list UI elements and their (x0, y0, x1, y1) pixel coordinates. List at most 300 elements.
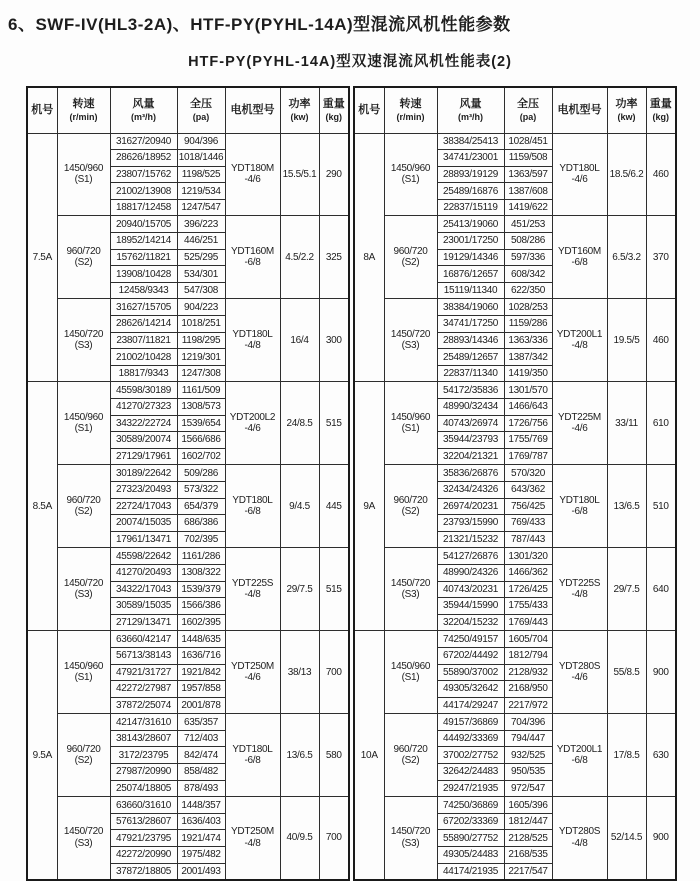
speed-value: 1450/720 (390, 826, 431, 838)
motor-pole: -4/8 (571, 837, 588, 849)
column-unit: (m³/h) (131, 111, 156, 122)
motor-cell (225, 216, 280, 299)
pressure-cell: 1219/301 (177, 349, 225, 366)
model-cell: 7.5A (27, 133, 57, 382)
table-row (354, 465, 676, 482)
flow-cell: 13908/10428 (110, 266, 177, 283)
speed-value: 1450/960 (63, 411, 104, 423)
column-header (354, 87, 384, 133)
weight-cell: 445 (319, 465, 349, 548)
power-cell: 16/4 (280, 299, 319, 382)
flow-cell: 17961/13471 (110, 531, 177, 548)
pressure-cell: 1247/547 (177, 199, 225, 216)
flow-cell: 20940/15705 (110, 216, 177, 233)
pressure-cell: 1161/509 (177, 382, 225, 399)
pressure-cell: 1198/295 (177, 332, 225, 349)
column-unit: (kg) (325, 111, 342, 122)
motor-cell (225, 714, 280, 797)
pressure-cell: 1566/686 (177, 432, 225, 449)
speed-variant: (S3) (401, 589, 420, 601)
motor-pole: -4/6 (244, 672, 261, 684)
pressure-cell: 686/386 (177, 515, 225, 532)
flow-cell: 31627/15705 (110, 299, 177, 316)
column-header (225, 87, 280, 133)
flow-cell: 21321/15232 (437, 531, 504, 548)
power-cell: 6.5/3.2 (607, 216, 646, 299)
pressure-cell: 2217/547 (504, 863, 552, 880)
speed-value: 1450/720 (63, 328, 104, 340)
flow-cell: 16876/12657 (437, 266, 504, 283)
motor-model: YDT180L (232, 328, 273, 340)
flow-cell: 56713/38143 (110, 647, 177, 664)
motor-pole: -4/6 (571, 174, 588, 186)
motor-pole: -4/8 (571, 340, 588, 352)
motor-cell (552, 216, 607, 299)
pressure-cell: 608/342 (504, 266, 552, 283)
motor-model: YDT180L (232, 494, 273, 506)
pressure-cell: 1921/474 (177, 830, 225, 847)
flow-cell: 30189/22642 (110, 465, 177, 482)
speed-cell (384, 714, 437, 797)
table-row (354, 133, 676, 150)
speed-cell (57, 299, 110, 382)
pressure-cell: 643/362 (504, 481, 552, 498)
flow-cell: 18952/14214 (110, 233, 177, 250)
column-header (27, 87, 57, 133)
pressure-cell: 2001/493 (177, 863, 225, 880)
flow-cell: 67202/33369 (437, 813, 504, 830)
speed-value: 1450/960 (63, 162, 104, 174)
pressure-cell: 842/474 (177, 747, 225, 764)
pressure-cell: 878/493 (177, 780, 225, 797)
pressure-cell: 1308/573 (177, 399, 225, 416)
pressure-cell: 904/396 (177, 133, 225, 150)
flow-cell: 38384/25413 (437, 133, 504, 150)
flow-cell: 28893/14346 (437, 332, 504, 349)
speed-cell (57, 631, 110, 714)
flow-cell: 40743/20231 (437, 581, 504, 598)
motor-model: YDT200L1 (556, 328, 603, 340)
flow-cell: 21002/10428 (110, 349, 177, 366)
pressure-cell: 1466/643 (504, 399, 552, 416)
flow-cell: 42147/31610 (110, 714, 177, 731)
flow-cell: 20074/15035 (110, 515, 177, 532)
power-cell: 4.5/2.2 (280, 216, 319, 299)
table-row (354, 714, 676, 731)
motor-pole: -4/6 (571, 672, 588, 684)
weight-cell: 370 (646, 216, 676, 299)
table-subtitle: HTF-PY(PYHL-14A)型双速混流风机性能表(2) (188, 54, 512, 70)
perf-table-right (353, 86, 677, 881)
speed-variant: (S1) (401, 672, 420, 684)
pressure-cell: 858/482 (177, 764, 225, 781)
flow-cell: 25413/19060 (437, 216, 504, 233)
flow-cell: 38143/28607 (110, 730, 177, 747)
speed-value: 960/720 (393, 743, 428, 755)
motor-cell (552, 631, 607, 714)
flow-cell: 28626/18952 (110, 150, 177, 167)
column-label: 功率 (288, 98, 311, 111)
pressure-cell: 1363/597 (504, 166, 552, 183)
motor-cell (552, 299, 607, 382)
pressure-cell: 1419/350 (504, 365, 552, 382)
power-cell: 15.5/5.1 (280, 133, 319, 216)
pressure-cell: 597/336 (504, 249, 552, 266)
motor-pole: -4/6 (244, 174, 261, 186)
pressure-cell: 654/379 (177, 498, 225, 515)
table-header (27, 87, 349, 133)
column-label: 转速 (399, 98, 422, 111)
column-label: 电机型号 (557, 104, 602, 117)
table-row (27, 216, 349, 233)
pressure-cell: 2128/525 (504, 830, 552, 847)
weight-cell: 300 (319, 299, 349, 382)
column-header (437, 87, 504, 133)
motor-model: YDT280S (558, 660, 601, 672)
flow-cell: 28893/19129 (437, 166, 504, 183)
motor-pole: -6/8 (571, 755, 588, 767)
motor-pole: -6/8 (244, 257, 261, 269)
flow-cell: 37002/27752 (437, 747, 504, 764)
pressure-cell: 534/301 (177, 266, 225, 283)
motor-cell (225, 631, 280, 714)
motor-model: YDT180M (231, 162, 274, 174)
header-row (354, 87, 676, 133)
flow-cell: 47921/23795 (110, 830, 177, 847)
flow-cell: 27323/20493 (110, 481, 177, 498)
flow-cell: 23807/15762 (110, 166, 177, 183)
flow-cell: 49157/36869 (437, 714, 504, 731)
pressure-cell: 635/357 (177, 714, 225, 731)
flow-cell: 27987/20990 (110, 764, 177, 781)
column-label: 全压 (190, 98, 212, 111)
column-header (646, 87, 676, 133)
motor-model: YDT225S (231, 577, 274, 589)
power-cell: 13/6.5 (280, 714, 319, 797)
motor-model: YDT180L (232, 743, 273, 755)
flow-cell: 63660/42147 (110, 631, 177, 648)
speed-value: 1450/720 (390, 328, 431, 340)
speed-cell (384, 548, 437, 631)
pressure-cell: 1602/395 (177, 614, 225, 631)
pressure-cell: 1539/654 (177, 415, 225, 432)
speed-value: 1450/960 (63, 660, 104, 672)
flow-cell: 21002/13908 (110, 183, 177, 200)
pressure-cell: 1387/608 (504, 183, 552, 200)
motor-cell (225, 548, 280, 631)
perf-table-left (26, 86, 350, 881)
flow-cell: 25074/18805 (110, 780, 177, 797)
flow-cell: 48990/32434 (437, 399, 504, 416)
pressure-cell: 396/223 (177, 216, 225, 233)
header-row (27, 87, 349, 133)
pressure-cell: 2168/950 (504, 681, 552, 698)
power-cell: 9/4.5 (280, 465, 319, 548)
speed-value: 1450/720 (63, 826, 104, 838)
speed-variant: (S3) (74, 589, 93, 601)
column-header (177, 87, 225, 133)
pressure-cell: 509/286 (177, 465, 225, 482)
power-cell: 24/8.5 (280, 382, 319, 465)
pressure-cell: 1161/286 (177, 548, 225, 565)
power-cell: 55/8.5 (607, 631, 646, 714)
speed-value: 1450/720 (390, 577, 431, 589)
weight-cell: 510 (646, 465, 676, 548)
column-label: 电机型号 (230, 104, 275, 117)
power-cell: 40/9.5 (280, 797, 319, 880)
table-body (27, 133, 349, 880)
pressure-cell: 622/350 (504, 282, 552, 299)
speed-variant: (S1) (401, 423, 420, 435)
flow-cell: 54127/26876 (437, 548, 504, 565)
flow-cell: 18817/9343 (110, 365, 177, 382)
column-header (280, 87, 319, 133)
weight-cell: 460 (646, 299, 676, 382)
pressure-cell: 712/403 (177, 730, 225, 747)
speed-value: 960/720 (66, 494, 101, 506)
power-cell: 29/7.5 (280, 548, 319, 631)
flow-cell: 15119/11340 (437, 282, 504, 299)
power-cell: 38/13 (280, 631, 319, 714)
pressure-cell: 1605/704 (504, 631, 552, 648)
speed-cell (384, 299, 437, 382)
pressure-cell: 904/223 (177, 299, 225, 316)
model-cell: 10A (354, 631, 384, 880)
model-cell: 9.5A (27, 631, 57, 880)
speed-cell (384, 216, 437, 299)
pressure-cell: 1301/320 (504, 548, 552, 565)
flow-cell: 48990/24326 (437, 564, 504, 581)
table-row (354, 797, 676, 814)
pressure-cell: 1975/482 (177, 847, 225, 864)
flow-cell: 26974/20231 (437, 498, 504, 515)
table-header (354, 87, 676, 133)
flow-cell: 30589/15035 (110, 598, 177, 615)
flow-cell: 15762/11821 (110, 249, 177, 266)
pressure-cell: 2168/535 (504, 847, 552, 864)
table-row (354, 382, 676, 399)
pressure-cell: 1028/253 (504, 299, 552, 316)
column-unit: (pa) (519, 111, 537, 122)
speed-variant: (S3) (74, 837, 93, 849)
flow-cell: 35944/15990 (437, 598, 504, 615)
flow-cell: 63660/31610 (110, 797, 177, 814)
weight-cell: 580 (319, 714, 349, 797)
pressure-cell: 1726/756 (504, 415, 552, 432)
pressure-cell: 1769/443 (504, 614, 552, 631)
flow-cell: 44174/29247 (437, 697, 504, 714)
flow-cell: 22724/17043 (110, 498, 177, 515)
flow-cell: 27129/17961 (110, 448, 177, 465)
column-label: 转速 (72, 98, 95, 111)
column-label: 风量 (132, 98, 155, 111)
speed-cell (384, 133, 437, 216)
pressure-cell: 787/443 (504, 531, 552, 548)
pressure-cell: 446/251 (177, 233, 225, 250)
pressure-cell: 704/396 (504, 714, 552, 731)
flow-cell: 23001/17250 (437, 233, 504, 250)
speed-variant: (S3) (401, 837, 420, 849)
power-cell: 17/8.5 (607, 714, 646, 797)
flow-cell: 42272/27987 (110, 681, 177, 698)
speed-value: 1450/720 (63, 577, 104, 589)
speed-variant: (S1) (401, 174, 420, 186)
pressure-cell: 1812/794 (504, 647, 552, 664)
power-cell: 52/14.5 (607, 797, 646, 880)
motor-cell (552, 797, 607, 880)
flow-cell: 32204/21321 (437, 448, 504, 465)
flow-cell: 57613/28607 (110, 813, 177, 830)
motor-model: YDT250M (231, 660, 274, 672)
pressure-cell: 1602/702 (177, 448, 225, 465)
speed-value: 960/720 (66, 743, 101, 755)
table-row (27, 714, 349, 731)
flow-cell: 32204/15232 (437, 614, 504, 631)
pressure-cell: 570/320 (504, 465, 552, 482)
weight-cell: 325 (319, 216, 349, 299)
power-cell: 13/6.5 (607, 465, 646, 548)
pressure-cell: 1018/251 (177, 316, 225, 333)
pressure-cell: 451/253 (504, 216, 552, 233)
weight-cell: 900 (646, 631, 676, 714)
flow-cell: 38384/19060 (437, 299, 504, 316)
speed-value: 1450/960 (390, 660, 431, 672)
power-cell: 33/11 (607, 382, 646, 465)
table-row (27, 382, 349, 399)
speed-variant: (S2) (401, 506, 420, 518)
flow-cell: 23793/15990 (437, 515, 504, 532)
pressure-cell: 1636/716 (177, 647, 225, 664)
column-label: 机号 (358, 104, 381, 117)
flow-cell: 32642/24483 (437, 764, 504, 781)
motor-model: YDT180L (559, 162, 600, 174)
pressure-cell: 1159/286 (504, 316, 552, 333)
speed-value: 960/720 (66, 245, 101, 257)
power-cell: 18.5/6.2 (607, 133, 646, 216)
speed-cell (57, 714, 110, 797)
pressure-cell: 932/525 (504, 747, 552, 764)
speed-cell (57, 382, 110, 465)
speed-cell (384, 631, 437, 714)
pressure-cell: 1219/534 (177, 183, 225, 200)
pressure-cell: 2217/972 (504, 697, 552, 714)
flow-cell: 23807/11821 (110, 332, 177, 349)
speed-variant: (S3) (74, 340, 93, 352)
table-row (27, 133, 349, 150)
pressure-cell: 769/433 (504, 515, 552, 532)
speed-variant: (S3) (401, 340, 420, 352)
pressure-cell: 1726/425 (504, 581, 552, 598)
pressure-cell: 1769/787 (504, 448, 552, 465)
speed-variant: (S2) (74, 257, 93, 269)
motor-model: YDT160M (558, 245, 601, 257)
pressure-cell: 1387/342 (504, 349, 552, 366)
column-header (319, 87, 349, 133)
pressure-cell: 1755/433 (504, 598, 552, 615)
speed-variant: (S1) (74, 423, 93, 435)
model-cell: 9A (354, 382, 384, 631)
column-header (110, 87, 177, 133)
pressure-cell: 1605/396 (504, 797, 552, 814)
motor-cell (225, 382, 280, 465)
speed-variant: (S1) (74, 672, 93, 684)
weight-cell: 700 (319, 797, 349, 880)
flow-cell: 37872/25074 (110, 697, 177, 714)
pressure-cell: 1957/858 (177, 681, 225, 698)
flow-cell: 28626/14214 (110, 316, 177, 333)
column-unit: (r/min) (69, 111, 98, 122)
speed-cell (57, 216, 110, 299)
table-row (354, 216, 676, 233)
flow-cell: 54172/35836 (437, 382, 504, 399)
speed-cell (384, 797, 437, 880)
motor-pole: -4/6 (244, 423, 261, 435)
weight-cell: 700 (319, 631, 349, 714)
column-label: 风量 (459, 98, 482, 111)
table-row (354, 299, 676, 316)
speed-cell (384, 382, 437, 465)
flow-cell: 22837/11340 (437, 365, 504, 382)
motor-pole: -6/8 (244, 755, 261, 767)
flow-cell: 22837/15119 (437, 199, 504, 216)
speed-cell (384, 465, 437, 548)
pressure-cell: 1198/525 (177, 166, 225, 183)
pressure-cell: 972/547 (504, 780, 552, 797)
flow-cell: 44174/21935 (437, 863, 504, 880)
motor-cell (225, 465, 280, 548)
flow-cell: 55890/37002 (437, 664, 504, 681)
pressure-cell: 1755/769 (504, 432, 552, 449)
speed-cell (57, 548, 110, 631)
motor-pole: -4/8 (571, 589, 588, 601)
pressure-cell: 508/286 (504, 233, 552, 250)
weight-cell: 460 (646, 133, 676, 216)
pressure-cell: 1539/379 (177, 581, 225, 598)
column-header (57, 87, 110, 133)
flow-cell: 27129/13471 (110, 614, 177, 631)
flow-cell: 35836/26876 (437, 465, 504, 482)
flow-cell: 37872/18805 (110, 863, 177, 880)
pressure-cell: 2001/878 (177, 697, 225, 714)
page-title: 6、SWF-IV(HL3-2A)、HTF-PY(PYHL-14A)型混流风机性能参数 (8, 15, 511, 34)
speed-value: 960/720 (393, 494, 428, 506)
pressure-cell: 573/322 (177, 481, 225, 498)
pressure-cell: 1921/842 (177, 664, 225, 681)
tables-container (26, 86, 700, 881)
flow-cell: 25489/16876 (437, 183, 504, 200)
table-row (354, 631, 676, 648)
motor-pole: -4/6 (571, 423, 588, 435)
flow-cell: 42272/20990 (110, 847, 177, 864)
flow-cell: 30589/20074 (110, 432, 177, 449)
flow-cell: 67202/44492 (437, 647, 504, 664)
flow-cell: 45598/30189 (110, 382, 177, 399)
pressure-cell: 950/535 (504, 764, 552, 781)
column-unit: (r/min) (396, 111, 425, 122)
pressure-cell: 794/447 (504, 730, 552, 747)
column-unit: (pa) (192, 111, 210, 122)
motor-cell (552, 465, 607, 548)
flow-cell: 18817/12458 (110, 199, 177, 216)
pressure-cell: 1018/1446 (177, 150, 225, 167)
weight-cell: 610 (646, 382, 676, 465)
motor-model: YDT160M (231, 245, 274, 257)
motor-model: YDT280S (558, 826, 601, 838)
pressure-cell: 1247/308 (177, 365, 225, 382)
flow-cell: 29247/21935 (437, 780, 504, 797)
flow-cell: 25489/12657 (437, 349, 504, 366)
flow-cell: 19129/14346 (437, 249, 504, 266)
